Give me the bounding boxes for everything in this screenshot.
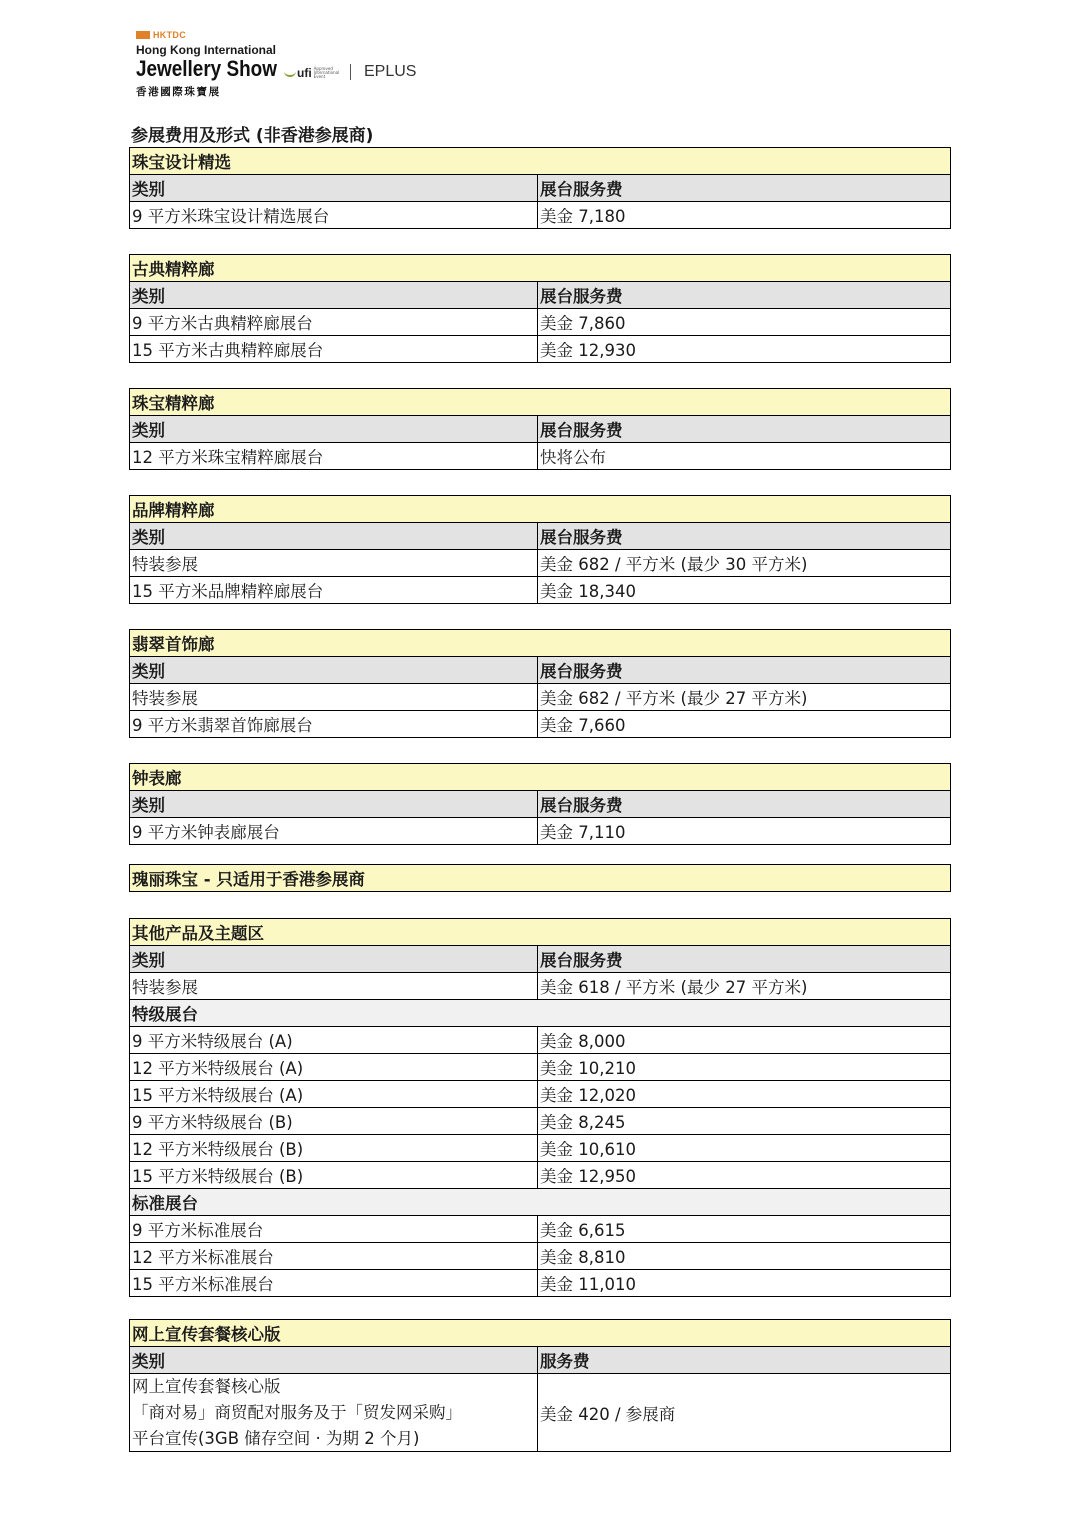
table-row <box>130 1134 950 1161</box>
column-header-fee: 展台服务费 <box>540 180 623 199</box>
column-header-fee: 服务费 <box>540 1352 590 1371</box>
table-row <box>130 576 950 603</box>
column-header-category: 类别 <box>130 416 538 442</box>
section-title: 网上宣传套餐核心版 <box>130 1320 950 1346</box>
section-title: 品牌精粹廊 <box>130 496 950 522</box>
column-header-fee: 展台服务费 <box>540 421 623 440</box>
fee-cell: 美金 8,000 <box>540 1032 626 1051</box>
page-title: 参展费用及形式 (非香港参展商) <box>131 126 374 146</box>
column-header-fee: 展台服务费 <box>540 662 623 681</box>
table-row <box>130 972 950 999</box>
column-header-fee: 展台服务费 <box>540 951 623 970</box>
table-row <box>130 1107 950 1134</box>
fee-table-jewellery-design <box>129 147 951 229</box>
ufi-logo <box>284 66 338 80</box>
subsection-title-standard: 标准展台 <box>130 1188 950 1215</box>
section-title: 其他产品及主题区 <box>130 919 950 945</box>
fee-cell: 美金 8,810 <box>540 1248 626 1267</box>
fee-cell: 美金 7,110 <box>540 823 626 842</box>
subsection-title-premium: 特级展台 <box>130 999 950 1026</box>
fee-cell: 美金 10,210 <box>540 1059 636 1078</box>
table-header-row <box>130 174 950 201</box>
section-title: 珠宝精粹廊 <box>130 389 950 415</box>
section-title: 瑰丽珠宝 - 只适用于香港参展商 <box>130 865 950 891</box>
category-cell: 9 平方米翡翠首饰廊展台 <box>130 711 538 737</box>
table-header-row <box>130 790 950 817</box>
fee-table-jewellery-gallery <box>129 388 951 470</box>
section-title: 钟表廊 <box>130 764 950 790</box>
fee-table-jadeite-gallery <box>129 629 951 738</box>
column-header-category: 类别 <box>130 282 538 308</box>
section-title: 翡翠首饰廊 <box>130 630 950 656</box>
table-header-row <box>130 522 950 549</box>
category-cell: 特装参展 <box>130 550 538 576</box>
category-cell: 12 平方米珠宝精粹廊展台 <box>130 443 538 469</box>
section-title: 古典精粹廊 <box>130 255 950 281</box>
category-cell: 9 平方米珠宝设计精选展台 <box>130 202 538 228</box>
category-cell: 15 平方米古典精粹廊展台 <box>130 336 538 362</box>
fee-cell: 美金 8,245 <box>540 1113 626 1132</box>
hktdc-mark-icon <box>136 31 150 39</box>
table-row <box>130 1242 950 1269</box>
category-line-1: 网上宣传套餐核心版 <box>132 1376 281 1396</box>
fee-cell: 美金 11,010 <box>540 1275 636 1294</box>
show-name-chinese: 香港國際珠寶展 <box>136 86 221 98</box>
column-header-fee: 展台服务费 <box>540 528 623 547</box>
table-header-row <box>130 415 950 442</box>
ufi-swoosh-icon <box>284 70 296 77</box>
table-row <box>130 308 950 335</box>
table-row <box>130 1373 950 1451</box>
category-cell: 9 平方米特级展台 (A) <box>130 1027 538 1053</box>
category-cell: 9 平方米古典精粹廊展台 <box>130 309 538 335</box>
fee-table-classic-gallery <box>129 254 951 363</box>
column-header-fee: 展台服务费 <box>540 287 623 306</box>
table-row <box>130 335 950 362</box>
fee-cell: 美金 618 / 平方米 (最少 27 平方米) <box>540 978 808 997</box>
ufi-logo-caption: Approved International Event <box>313 66 340 79</box>
eplus-logo-text: EPLUS <box>364 63 417 80</box>
show-header <box>136 30 456 102</box>
fee-cell: 美金 10,610 <box>540 1140 636 1159</box>
fee-cell: 美金 7,180 <box>540 207 626 226</box>
category-cell <box>130 1374 538 1451</box>
eplus-logo <box>364 63 416 81</box>
table-row <box>130 1269 950 1296</box>
table-header-row <box>130 945 950 972</box>
category-cell: 9 平方米标准展台 <box>130 1216 538 1242</box>
table-row <box>130 1026 950 1053</box>
fee-cell: 美金 7,660 <box>540 716 626 735</box>
table-row <box>130 1053 950 1080</box>
column-header-category: 类别 <box>130 1347 538 1373</box>
table-header-row <box>130 656 950 683</box>
category-line-3: 平台宣传(3GB 储存空间 · 为期 2 个月) <box>132 1428 420 1448</box>
category-cell: 12 平方米标准展台 <box>130 1243 538 1269</box>
table-row <box>130 683 950 710</box>
fee-cell: 美金 682 / 平方米 (最少 30 平方米) <box>540 555 808 574</box>
column-header-category: 类别 <box>130 657 538 683</box>
fee-table-brand-gallery <box>129 495 951 604</box>
category-cell: 15 平方米特级展台 (B) <box>130 1162 538 1188</box>
header-divider <box>350 64 351 80</box>
hktdc-logo <box>136 30 186 40</box>
fee-table-fine-jewellery <box>129 864 951 892</box>
fee-cell: 美金 682 / 平方米 (最少 27 平方米) <box>540 689 808 708</box>
column-header-category: 类别 <box>130 523 538 549</box>
table-row <box>130 1215 950 1242</box>
category-cell: 特装参展 <box>130 684 538 710</box>
category-cell: 15 平方米标准展台 <box>130 1270 538 1296</box>
fee-cell: 美金 18,340 <box>540 582 636 601</box>
hktdc-logo-text: HKTDC <box>153 30 186 40</box>
fee-cell: 快将公布 <box>540 448 606 467</box>
category-cell: 特装参展 <box>130 973 538 999</box>
fee-table-watch-gallery <box>129 763 951 845</box>
table-row <box>130 549 950 576</box>
fee-cell: 美金 12,930 <box>540 341 636 360</box>
show-name-line2: Jewellery Show <box>136 56 277 81</box>
category-cell: 9 平方米特级展台 (B) <box>130 1108 538 1134</box>
column-header-fee: 展台服务费 <box>540 796 623 815</box>
column-header-category: 类别 <box>130 175 538 201</box>
table-row <box>130 201 950 228</box>
table-row <box>130 1080 950 1107</box>
fee-cell: 美金 6,615 <box>540 1221 626 1240</box>
column-header-category: 类别 <box>130 946 538 972</box>
category-cell: 12 平方米特级展台 (B) <box>130 1135 538 1161</box>
category-cell: 15 平方米品牌精粹廊展台 <box>130 577 538 603</box>
fee-cell: 美金 12,950 <box>540 1167 636 1186</box>
table-row <box>130 817 950 844</box>
ufi-logo-text: ufi <box>297 66 312 80</box>
fee-table-online-package <box>129 1319 951 1452</box>
category-line-2: 「商对易」商贸配对服务及于「贸发网采购」 <box>132 1402 462 1422</box>
table-header-row <box>130 281 950 308</box>
fee-cell: 美金 420 / 参展商 <box>540 1404 676 1424</box>
fee-table-other-products <box>129 918 951 1297</box>
category-cell: 15 平方米特级展台 (A) <box>130 1081 538 1107</box>
category-cell: 9 平方米钟表廊展台 <box>130 818 538 844</box>
category-cell: 12 平方米特级展台 (A) <box>130 1054 538 1080</box>
table-row <box>130 1161 950 1188</box>
show-name-line1: Hong Kong International <box>136 43 276 57</box>
fee-cell: 美金 7,860 <box>540 314 626 333</box>
column-header-category: 类别 <box>130 791 538 817</box>
fee-cell: 美金 12,020 <box>540 1086 636 1105</box>
section-title: 珠宝设计精选 <box>130 148 950 174</box>
table-row <box>130 710 950 737</box>
table-header-row <box>130 1346 950 1373</box>
table-row <box>130 442 950 469</box>
